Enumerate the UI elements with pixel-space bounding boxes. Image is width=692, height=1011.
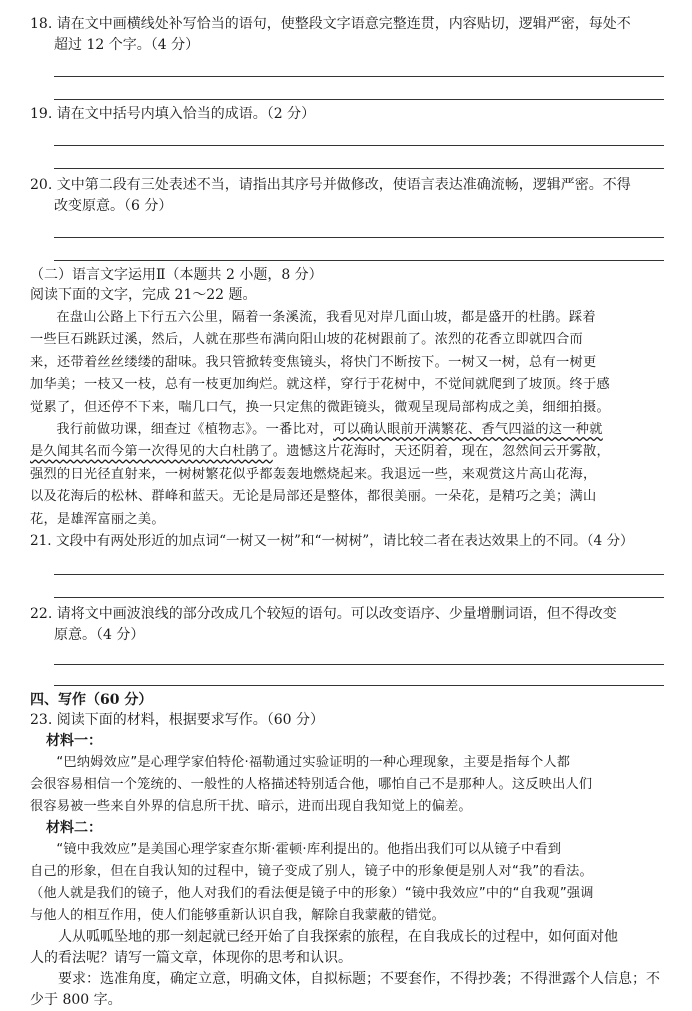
- answer-line[interactable]: [54, 685, 664, 686]
- question-21-line-1: 21. 文段中有两处形近的加点词“一树又一树”和“一树树”，请比较二者在表达效果上的不同。（4 分）: [30, 533, 634, 550]
- wavy-underlined-text: 是久闻其名而今第一次得见的大白杜鹃了: [30, 444, 273, 460]
- passage-line: 觉累了，但还停不下来，喘几口气，换一只定焦的微距镜头，微观呈现局部构成之美，细细拍摄。: [30, 399, 610, 415]
- section-instruction: 阅读下面的文字，完成 21～22 题。: [30, 287, 257, 303]
- answer-line[interactable]: [54, 664, 664, 665]
- material-1-line: “巴纳姆效应”是心理学家伯特伦·福勒通过实验证明的一种心理现象，主要是指每个人都: [56, 755, 571, 771]
- passage-line: 在盘山公路上下行五六公里，隔着一条溪流，我看见对岸几面山坡，都是盛开的杜鹃。踩着: [56, 310, 596, 325]
- question-20-line-1: 20. 文中第二段有三处表述不当，请指出其序号并做修改，使语言表达准确流畅，逻辑严密。不得: [30, 177, 631, 193]
- section-title: （二）语言文字运用Ⅱ（本题共 2 小题，8 分）: [30, 267, 323, 283]
- material-1-title: 材料一：: [46, 733, 102, 750]
- question-22: [30, 604, 664, 686]
- writing-requirement-line: 少于 800 字。: [30, 992, 122, 1009]
- passage-line: 花，是雄浑富丽之美。: [30, 511, 165, 527]
- question-19: [30, 104, 664, 169]
- question-23: [30, 710, 664, 1011]
- material-1-line: 会很容易相信一个笼统的、一般性的人格描述特别适合他，哪怕自己不是那种人。这反映出人们: [30, 777, 593, 793]
- answer-line[interactable]: [54, 574, 664, 575]
- section-writing: [30, 690, 664, 710]
- passage-line: [30, 441, 664, 463]
- answer-line[interactable]: [54, 145, 664, 146]
- question-18-line-1: 18. 请在文中画横线处补写恰当的语句，使整段文字语意完整连贯，内容贴切，逻辑严密，每处不: [30, 16, 631, 32]
- answer-line[interactable]: [54, 597, 664, 598]
- material-2-line: 与他人的相互作用，使人们能够重新认识自我，解除自我蒙蔽的错觉。: [30, 908, 446, 924]
- passage-line: 一些巨石跳跃过溪，然后，人就在那些布满向阳山坡的花树跟前了。浓烈的花香立即就四合而: [30, 332, 583, 348]
- writing-prompt-line: 人的看法呢？请写一篇文章，体现你的思考和认识。: [30, 950, 352, 967]
- passage-text: 。遗憾这片花海时，天还阴着，现在，忽然间云开雾散，: [272, 444, 610, 460]
- passage-text: 我行前做功课，细查过《植物志》。一番比对，: [56, 422, 334, 438]
- writing-prompt-line: 人从呱呱坠地的那一刻起就已经开始了自我探索的旅程，在自我成长的过程中，如何面对他: [58, 929, 618, 946]
- question-18: [30, 14, 664, 100]
- material-2-title: 材料二：: [46, 820, 102, 837]
- question-20-line-2: 改变原意。（6 分）: [54, 198, 173, 214]
- wavy-underlined-text: 可以确认眼前开满繁花、香气四溢的这一种就: [333, 422, 603, 438]
- passage-line: 来，还带着丝丝缕缕的甜味。我只管掀转变焦镜头，将快门不断按下。一树又一树，总有一树更: [30, 354, 597, 370]
- material-2-line: 自己的形象，但在自我认知的过程中，镜子变成了别人，镜子中的形象便是别人对“我”的看法。: [30, 864, 593, 880]
- material-2-line: “镜中我效应”是美国心理学家查尔斯·霍顿·库利提出的。他指出我们可以从镜子中看到: [56, 842, 562, 858]
- question-21: [30, 531, 664, 598]
- material-1-line: 很容易被一些来自外界的信息所干扰、暗示，进而出现自我知觉上的偏差。: [30, 799, 472, 815]
- question-20: [30, 175, 664, 261]
- question-22-line-2: 原意。（4 分）: [54, 627, 145, 644]
- writing-requirement-line: 要求：选准角度，确定立意，明确文体，自拟标题；不要套作，不得抄袭；不得泄露个人信息；不: [58, 971, 660, 988]
- reading-passage: [30, 307, 664, 531]
- answer-line[interactable]: [54, 260, 664, 261]
- passage-line: 强烈的日光径直射来，一树树繁花似乎都轰轰地燃烧起来。我退远一些，来观赏这片高山花海，: [30, 466, 597, 482]
- answer-line[interactable]: [54, 99, 664, 100]
- question-19-line-1: 19. 请在文中括号内填入恰当的成语。（2 分）: [30, 106, 316, 122]
- question-22-line-1: 22. 请将文中画波浪线的部分改成几个较短的语句。可以改变语序、少量增删词语，但不得改变: [30, 606, 617, 623]
- answer-line[interactable]: [54, 76, 664, 77]
- material-2-line: （他人就是我们的镜子，他人对我们的看法便是镜子中的形象）“镜中我效应”中的“自我观”强调: [30, 886, 594, 902]
- question-18-line-2: 超过 12 个字。（4 分）: [54, 37, 200, 53]
- section-title: 四、写作（60 分）: [30, 692, 153, 709]
- passage-line: 加华美；一枝又一枝，总有一枝更加绚烂。就这样，穿行于花树中，不觉间就爬到了坡顶。终于感: [30, 377, 610, 393]
- answer-line[interactable]: [54, 168, 664, 169]
- section-language-use-2: [30, 265, 664, 305]
- passage-line: [30, 419, 664, 441]
- answer-line[interactable]: [54, 237, 664, 238]
- question-23-line-1: 23. 阅读下面的材料，根据要求写作。（60 分）: [30, 712, 324, 729]
- passage-line: 以及花海后的松林、群峰和蓝天。无论是局部还是整体，都很美丽。一朵花，是精巧之美；满山: [30, 489, 597, 505]
